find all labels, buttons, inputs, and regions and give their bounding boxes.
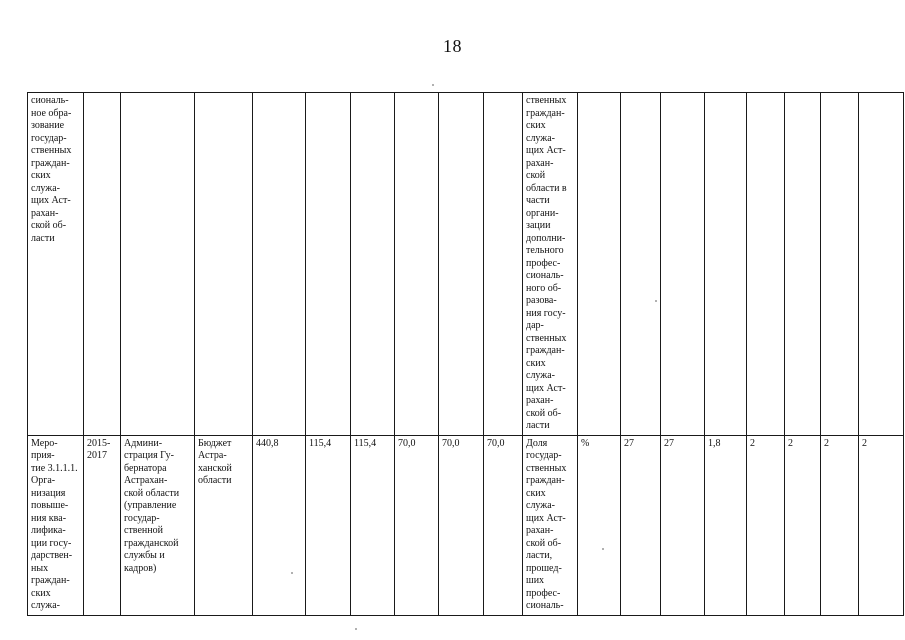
table-cell [439,93,484,436]
table-cell-value: 2 [747,435,785,615]
scan-speck [291,572,293,574]
table-cell [484,93,523,436]
table-cell [785,93,821,436]
table-cell-value: 1,8 [705,435,747,615]
table-cell-value: 2 [821,435,859,615]
table-cell-amount: 115,4 [306,435,351,615]
table-cell-funding-source: Бюджет Астра- ханской области [195,435,253,615]
table-cell-indicator-name: ственных граждан- ских служа- щих Аст- рахан- ской области в части органи- зации дополни- тельного профес- сиональ- ного об- разова- ния госу- дар- ственных граждан- ских служа- щих Аст- рахан- ской об- ласти [523,93,578,436]
table-cell-amount: 115,4 [351,435,395,615]
table-cell [821,93,859,436]
table-cell [859,93,904,436]
table-cell-value: 27 [661,435,705,615]
table-cell-event-name: сиональ- ное обра- зование государ- ственных граждан- ских служа- щих Аст- рахан- ской об- ласти [28,93,84,436]
table-cell-unit: % [578,435,621,615]
table-cell-period: 2015- 2017 [84,435,121,615]
page-number: 18 [443,36,462,56]
table-row [28,435,904,615]
document-table [27,92,904,616]
table-row [28,93,904,436]
scan-speck [432,84,434,86]
scan-speck [355,628,357,630]
scan-speck [655,300,657,302]
table-cell [195,93,253,436]
table-cell [621,93,661,436]
table-cell-amount: 70,0 [484,435,523,615]
table-cell [121,93,195,436]
table-cell [661,93,705,436]
table-cell [705,93,747,436]
table-cell [306,93,351,436]
scan-speck [602,548,604,550]
table-cell-value: 27 [621,435,661,615]
table-cell-amount: 70,0 [439,435,484,615]
table-cell-event-name: Меро- прия- тие 3.1.1.1. Орга- низация повыше- ния ква- лифика- ции госу- дарствен- ных граждан- ских служа- [28,435,84,615]
table-cell-value: 2 [859,435,904,615]
table-cell [351,93,395,436]
table-cell-executor: Админи- страция Гу- бернатора Астрахан- ской области (управление государ- ственной гражданской службы и кадров) [121,435,195,615]
table-cell-value: 2 [785,435,821,615]
table-cell-amount: 70,0 [395,435,439,615]
table-cell [747,93,785,436]
table-cell [578,93,621,436]
table-cell-indicator-name: Доля государ- ственных граждан- ских служа- щих Аст- рахан- ской об- ласти, прошед- ших профес- сиональ- [523,435,578,615]
table-cell [84,93,121,436]
table-cell-amount-total: 440,8 [253,435,306,615]
table-cell [253,93,306,436]
table-cell [395,93,439,436]
